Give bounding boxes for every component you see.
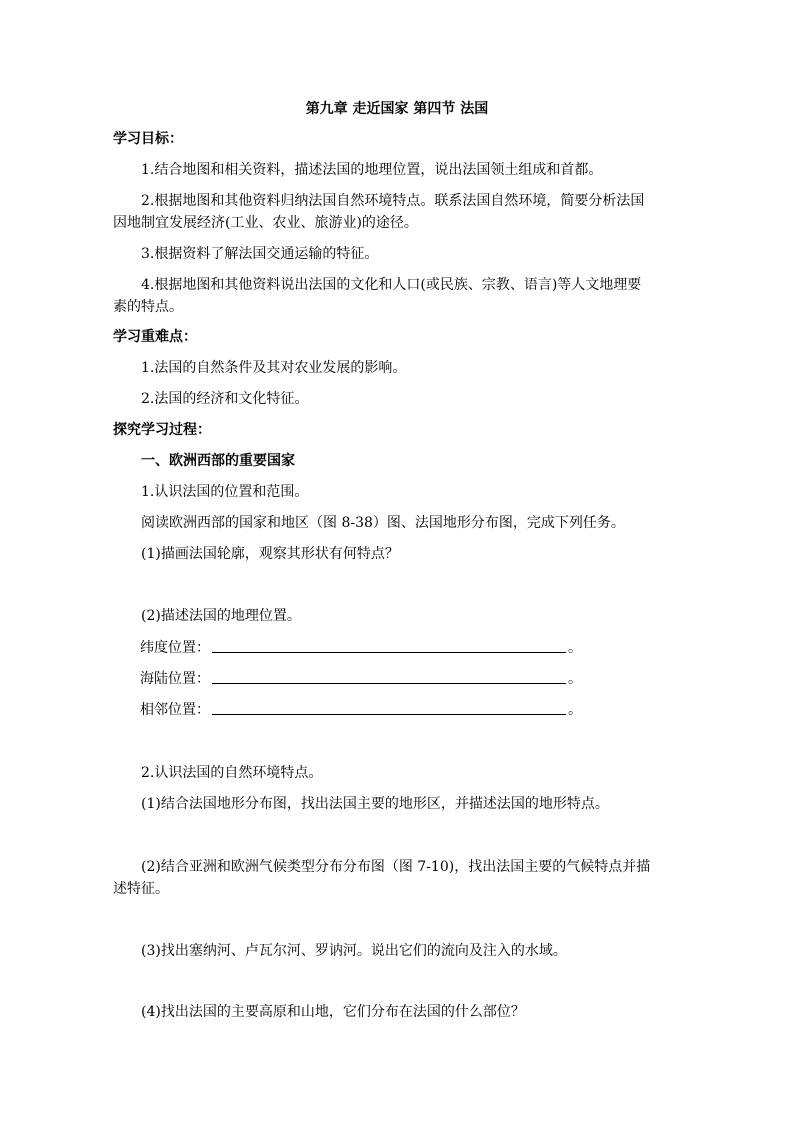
question: (2)描述法国的地理位置。 (141, 608, 301, 624)
page-title: 第九章 走近国家 第四节 法国 (305, 101, 489, 117)
task-heading: 2.认识法国的自然环境特点。 (141, 765, 323, 781)
key-point-item: 2.法国的经济和文化特征。 (141, 391, 309, 407)
objective-item-continuation: 因地制宜发展经济(工业、农业、旅游业)的途径。 (113, 215, 418, 231)
objective-item: 2.根据地图和其他资料归纳法国自然环境特点。联系法国自然环境，简要分析法国 (141, 193, 645, 209)
objective-item: 1.结合地图和相关资料，描述法国的地理位置，说出法国领土组成和首都。 (141, 162, 603, 178)
objective-item: 4.根据地图和其他资料说出法国的文化和人口(或民族、宗教、语言)等人文地理要 (141, 277, 642, 293)
answer-blank[interactable] (212, 637, 566, 653)
fill-in-label: 相邻位置： (140, 702, 210, 718)
fill-in-label: 海陆位置： (140, 671, 210, 687)
section-heading: 一、欧洲西部的重要国家 (141, 453, 295, 469)
answer-blank[interactable] (212, 668, 566, 684)
question: (2)结合亚洲和欧洲气候类型分布分布图（图 7-10)，找出法国主要的气候特点并描 (141, 859, 651, 875)
key-point-item: 1.法国的自然条件及其对农业发展的影响。 (141, 360, 407, 376)
task-intro: 阅读欧洲西部的国家和地区（图 8-38）图、法国地形分布图，完成下列任务。 (141, 515, 625, 531)
fill-in-end: 。 (568, 671, 582, 687)
objectives-heading: 学习目标： (113, 131, 183, 147)
key-points-heading: 学习重难点： (113, 329, 197, 345)
answer-blank[interactable] (212, 699, 566, 715)
question: (1)结合法国地形分布图，找出法国主要的地形区，并描述法国的地形特点。 (141, 796, 609, 812)
objective-item: 3.根据资料了解法国交通运输的特征。 (141, 246, 379, 262)
fill-in-label: 纬度位置： (140, 640, 210, 656)
question: (1)描画法国轮廓，观察其形状有何特点？ (141, 546, 399, 562)
fill-in-row-sea-land (140, 668, 582, 690)
task-heading: 1.认识法国的位置和范围。 (141, 484, 309, 500)
fill-in-row-latitude (140, 637, 582, 659)
question-continuation: 述特征。 (113, 881, 169, 897)
objective-item-continuation: 素的特点。 (113, 299, 183, 315)
question: (3)找出塞纳河、卢瓦尔河、罗讷河。说出它们的流向及注入的水域。 (141, 943, 567, 959)
process-heading: 探究学习过程： (113, 422, 211, 438)
question: (4)找出法国的主要高原和山地，它们分布在法国的什么部位？ (141, 1004, 525, 1020)
fill-in-end: 。 (568, 702, 582, 718)
fill-in-row-neighbors (140, 699, 582, 721)
fill-in-end: 。 (568, 640, 582, 656)
